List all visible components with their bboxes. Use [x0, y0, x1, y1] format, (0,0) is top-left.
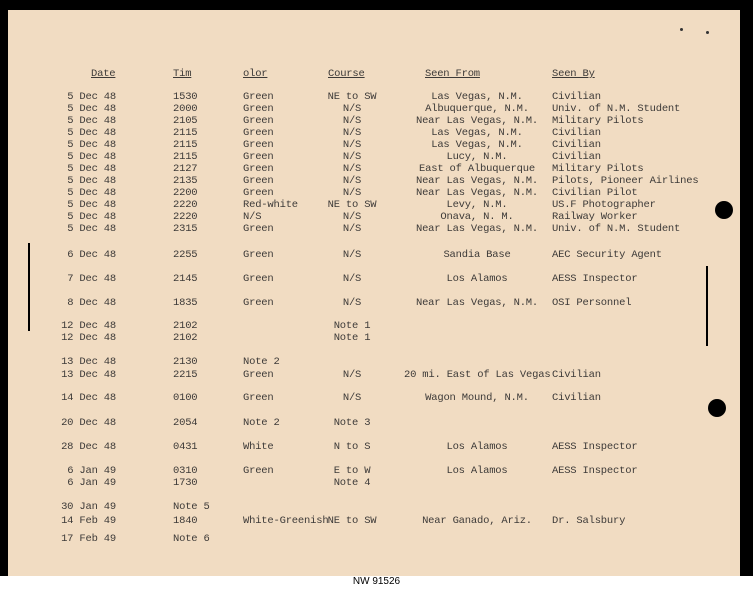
cell-date: 5 Dec 48	[67, 175, 116, 187]
cell-seen-from: Near Las Vegas, N.M.	[415, 223, 539, 235]
cell-color: Green	[243, 91, 274, 103]
cell-course: N/S	[342, 103, 362, 115]
cell-seen-by: Dr. Salsbury	[552, 515, 626, 527]
header-date: Date	[91, 68, 116, 80]
cell-date: 5 Dec 48	[67, 163, 116, 175]
margin-mark	[28, 243, 30, 331]
header-color: olor	[243, 68, 268, 80]
cell-course: N/S	[342, 127, 362, 139]
cell-time: 2130	[173, 356, 198, 368]
cell-seen-by: Military Pilots	[552, 163, 644, 175]
cell-seen-by: Civilian	[552, 91, 601, 103]
cell-seen-from: Near Ganado, Ariz.	[422, 515, 532, 527]
cell-date: 6 Dec 48	[67, 249, 116, 261]
cell-seen-by: Civilian Pilot	[552, 187, 638, 199]
header-course: Course	[328, 68, 365, 80]
cell-time: 0100	[173, 392, 198, 404]
cell-seen-from: Onava, N. M.	[440, 211, 514, 223]
cell-date: 14 Feb 49	[61, 515, 116, 527]
cell-course: N/S	[342, 249, 362, 261]
cell-color: Green	[243, 369, 274, 381]
cell-date: 8 Dec 48	[67, 297, 116, 309]
cell-date: 12 Dec 48	[61, 320, 116, 332]
cell-date: 6 Jan 49	[67, 465, 116, 477]
cell-course: N/S	[342, 115, 362, 127]
cell-color: Note 2	[243, 356, 280, 368]
cell-seen-by: Civilian	[552, 151, 601, 163]
cell-time: 2105	[173, 115, 198, 127]
cell-color: Green	[243, 175, 274, 187]
cell-course: Note 1	[333, 320, 371, 332]
cell-color: Green	[243, 273, 274, 285]
cell-date: 6 Jan 49	[67, 477, 116, 489]
margin-mark	[706, 266, 708, 346]
cell-course: N/S	[342, 151, 362, 163]
cell-time: 2054	[173, 417, 198, 429]
document-id-footer: NW 91526	[0, 576, 753, 599]
cell-seen-from: Las Vegas, N.M.	[431, 127, 523, 139]
cell-course: E to W	[333, 465, 371, 477]
cell-course: N to S	[333, 441, 371, 453]
cell-seen-from: Los Alamos	[446, 273, 508, 285]
cell-date: 20 Dec 48	[61, 417, 116, 429]
cell-color: Green	[243, 249, 274, 261]
cell-date: 30 Jan 49	[61, 501, 116, 513]
cell-date: 5 Dec 48	[67, 211, 116, 223]
punch-hole	[715, 201, 733, 219]
cell-course: Note 4	[333, 477, 371, 489]
cell-color: Green	[243, 127, 274, 139]
cell-date: 5 Dec 48	[67, 127, 116, 139]
cell-seen-by: Civilian	[552, 127, 601, 139]
cell-time: 2220	[173, 211, 198, 223]
cell-color: Green	[243, 163, 274, 175]
cell-course: N/S	[342, 223, 362, 235]
speck	[680, 28, 683, 31]
cell-seen-from: Sandia Base	[443, 249, 511, 261]
cell-seen-from: Lucy, N.M.	[446, 151, 508, 163]
cell-time: Note 6	[173, 533, 210, 545]
cell-seen-from: Near Las Vegas, N.M.	[415, 187, 539, 199]
cell-course: Note 1	[333, 332, 371, 344]
cell-color: Green	[243, 151, 274, 163]
cell-seen-from: 20 mi. East of Las Vegas	[404, 369, 551, 381]
cell-date: 5 Dec 48	[67, 115, 116, 127]
cell-color: N/S	[243, 211, 262, 223]
cell-date: 5 Dec 48	[67, 187, 116, 199]
cell-seen-by: AEC Security Agent	[552, 249, 662, 261]
cell-seen-by: Civilian	[552, 392, 601, 404]
cell-time: 2127	[173, 163, 198, 175]
cell-time: 2115	[173, 151, 198, 163]
cell-date: 5 Dec 48	[67, 223, 116, 235]
cell-time: 2315	[173, 223, 198, 235]
cell-time: 2115	[173, 139, 198, 151]
cell-color: Green	[243, 223, 274, 235]
cell-color: Green	[243, 139, 274, 151]
cell-color: White-Greenish	[243, 515, 329, 527]
cell-color: Green	[243, 115, 274, 127]
cell-time: 2000	[173, 103, 198, 115]
cell-color: Green	[243, 392, 274, 404]
cell-seen-from: Near Las Vegas, N.M.	[415, 175, 539, 187]
header-seen-by: Seen By	[552, 68, 595, 80]
cell-time: 2102	[173, 320, 198, 332]
cell-course: N/S	[342, 297, 362, 309]
cell-color: Green	[243, 465, 274, 477]
cell-time: 2145	[173, 273, 198, 285]
cell-seen-by: Univ. of N.M. Student	[552, 223, 681, 235]
cell-color: Red-white	[243, 199, 298, 211]
cell-seen-from: East of Albuquerque	[419, 163, 535, 175]
cell-seen-by: Pilots, Pioneer Airlines	[552, 175, 699, 187]
cell-date: 28 Dec 48	[61, 441, 116, 453]
cell-time: 2115	[173, 127, 198, 139]
cell-seen-by: AESS Inspector	[552, 273, 638, 285]
cell-color: Green	[243, 187, 274, 199]
cell-seen-by: Railway Worker	[552, 211, 638, 223]
cell-course: N/S	[342, 163, 362, 175]
cell-time: 1730	[173, 477, 198, 489]
cell-color: Green	[243, 103, 274, 115]
cell-seen-by: US.F Photographer	[552, 199, 656, 211]
cell-time: 1840	[173, 515, 198, 527]
cell-course: N/S	[342, 392, 362, 404]
cell-seen-by: Civilian	[552, 139, 601, 151]
cell-color: Note 2	[243, 417, 280, 429]
cell-seen-from: Near Las Vegas, N.M.	[415, 115, 539, 127]
cell-color: Green	[243, 297, 274, 309]
cell-date: 12 Dec 48	[61, 332, 116, 344]
cell-course: N/S	[342, 211, 362, 223]
cell-date: 5 Dec 48	[67, 151, 116, 163]
cell-time: 2135	[173, 175, 198, 187]
cell-course: NE to SW	[327, 515, 377, 527]
cell-color: White	[243, 441, 274, 453]
cell-course: N/S	[342, 175, 362, 187]
cell-course: N/S	[342, 273, 362, 285]
header-seen-from: Seen From	[425, 68, 480, 80]
punch-hole	[708, 399, 726, 417]
cell-course: NE to SW	[327, 91, 377, 103]
cell-time: 1530	[173, 91, 198, 103]
cell-course: Note 3	[333, 417, 371, 429]
cell-seen-from: Las Vegas, N.M.	[431, 139, 523, 151]
cell-date: 13 Dec 48	[61, 356, 116, 368]
cell-time: 2255	[173, 249, 198, 261]
cell-course: N/S	[342, 369, 362, 381]
speck	[706, 31, 709, 34]
cell-time: 2220	[173, 199, 198, 211]
cell-seen-from: Albuquerque, N.M.	[425, 103, 529, 115]
cell-date: 5 Dec 48	[67, 139, 116, 151]
cell-seen-by: Civilian	[552, 369, 601, 381]
cell-date: 5 Dec 48	[67, 103, 116, 115]
cell-time: 0431	[173, 441, 198, 453]
cell-course: NE to SW	[327, 199, 377, 211]
cell-date: 5 Dec 48	[67, 91, 116, 103]
cell-seen-by: OSI Personnel	[552, 297, 632, 309]
cell-seen-from: Wagon Mound, N.M.	[425, 392, 529, 404]
cell-date: 7 Dec 48	[67, 273, 116, 285]
cell-time: 1835	[173, 297, 198, 309]
cell-time: 2215	[173, 369, 198, 381]
cell-seen-from: Las Vegas, N.M.	[431, 91, 523, 103]
cell-seen-by: Univ. of N.M. Student	[552, 103, 681, 115]
cell-date: 5 Dec 48	[67, 199, 116, 211]
cell-seen-by: Military Pilots	[552, 115, 644, 127]
header-time: Tim	[173, 68, 192, 80]
cell-course: N/S	[342, 139, 362, 151]
cell-seen-from: Levy, N.M.	[446, 199, 508, 211]
cell-time: Note 5	[173, 501, 210, 513]
cell-time: 0310	[173, 465, 198, 477]
cell-date: 13 Dec 48	[61, 369, 116, 381]
cell-seen-by: AESS Inspector	[552, 441, 638, 453]
cell-seen-from: Near Las Vegas, N.M.	[415, 297, 539, 309]
cell-date: 17 Feb 49	[61, 533, 116, 545]
cell-date: 14 Dec 48	[61, 392, 116, 404]
cell-seen-from: Los Alamos	[446, 465, 508, 477]
cell-time: 2200	[173, 187, 198, 199]
cell-seen-from: Los Alamos	[446, 441, 508, 453]
cell-seen-by: AESS Inspector	[552, 465, 638, 477]
cell-course: N/S	[342, 187, 362, 199]
cell-time: 2102	[173, 332, 198, 344]
